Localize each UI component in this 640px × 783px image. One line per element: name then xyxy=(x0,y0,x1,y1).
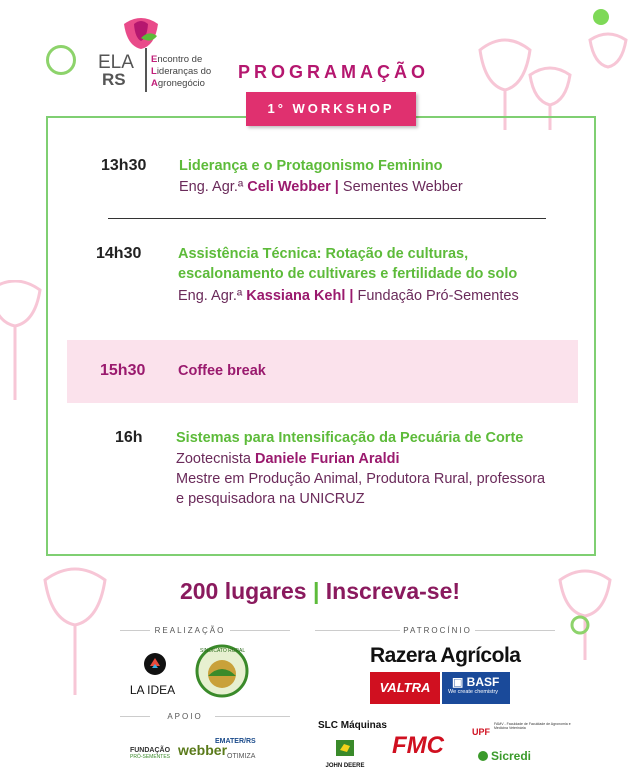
sindicato-text: SINDICATO RURAL xyxy=(200,648,246,654)
schedule-title-4: Sistemas para Intensificação da Pecuária de Corte xyxy=(176,430,524,446)
schedule-desc-4a: Mestre em Produção Animal, Produtora Rural, professora xyxy=(176,471,546,487)
slc-label: SLC Máquinas xyxy=(318,720,387,731)
realizacao-line-right xyxy=(230,630,290,631)
razera-logo: Razera Agrícola xyxy=(370,644,521,667)
la-idea-icon xyxy=(143,652,167,676)
logo-rs: RS xyxy=(102,70,126,89)
schedule-speaker-1: Eng. Agr.ª Celi Webber | Sementes Webber xyxy=(179,179,463,195)
ela-rs-logo xyxy=(98,18,228,96)
schedule-title-3: Coffee break xyxy=(178,363,266,379)
patrocinio-line-left xyxy=(315,630,400,631)
cta-sep: | xyxy=(306,578,326,604)
sicredi-logo: Sicredi xyxy=(478,749,531,763)
decor-flower-top-right xyxy=(470,30,640,130)
fmc-logo: FMC xyxy=(392,732,444,759)
patrocinio-line-right xyxy=(475,630,555,631)
cta-signup: Inscreva-se! xyxy=(325,578,461,604)
logo-text: Encontro de Lideranças do Agronegócio xyxy=(151,54,212,89)
flower-logo-icon xyxy=(120,18,162,54)
schedule-time-1: 13h30 xyxy=(101,157,147,174)
apoio-line-right xyxy=(215,716,290,717)
realizacao-label: REALIZAÇÃO xyxy=(154,626,226,635)
schedule-time-2: 14h30 xyxy=(96,245,142,262)
la-idea-logo xyxy=(130,652,180,698)
decor-ring-left xyxy=(46,45,76,75)
page-title: PROGRAMAÇÃO xyxy=(238,62,429,82)
schedule-speaker-4: Zootecnista Daniele Furian Araldi xyxy=(176,451,400,467)
schedule-title-2b: escalonamento de cultivares e fertilidade do solo xyxy=(178,266,518,282)
upf-logo: UPF FAMV - Faculdade de Faculdade de Agronomia e Medicina Veterinária xyxy=(472,722,571,737)
decor-flower-bottom-right xyxy=(540,560,640,660)
la-idea-text: LA IDEA xyxy=(129,683,176,697)
cta-banner[interactable] xyxy=(0,578,640,605)
patrocinio-label: PATROCÍNIO xyxy=(403,626,472,635)
schedule-title-2a: Assistência Técnica: Rotação de culturas, xyxy=(178,246,469,262)
logo-ela: ELA xyxy=(98,52,134,73)
emater-logo: EMATER/RS OTIMIZA xyxy=(215,738,256,760)
john-deere-logo: JOHN DEERE xyxy=(320,738,370,769)
decor-dot-right xyxy=(593,9,609,25)
fundacao-logo: FUNDAÇÃO PRÓ-SEMENTES xyxy=(129,747,171,760)
realizacao-line-left xyxy=(120,630,150,631)
cta-seats: 200 lugares xyxy=(179,578,307,604)
decor-flower-left xyxy=(0,280,45,400)
workshop-badge: 1° WORKSHOP xyxy=(246,92,416,126)
logo-divider xyxy=(145,48,147,92)
apoio-line-left xyxy=(120,716,150,717)
webber-logo: webber xyxy=(178,742,228,758)
valtra-logo: VALTRA xyxy=(370,672,440,704)
schedule-speaker-2: Eng. Agr.ª Kassiana Kehl | Fundação Pró-Sementes xyxy=(178,288,519,304)
deer-icon xyxy=(334,738,356,758)
sicredi-icon xyxy=(478,751,488,761)
schedule-desc-4b: e pesquisadora na UNICRUZ xyxy=(176,491,365,507)
schedule-title-1: Liderança e o Protagonismo Feminino xyxy=(179,158,443,174)
sindicato-rural-logo xyxy=(195,644,249,698)
basf-logo: ▣ BASF We create chemistry xyxy=(442,672,510,704)
schedule-time-3: 15h30 xyxy=(100,362,146,379)
schedule-time-4: 16h xyxy=(115,429,143,446)
apoio-label: APOIO xyxy=(167,712,203,721)
schedule-divider xyxy=(108,218,546,219)
